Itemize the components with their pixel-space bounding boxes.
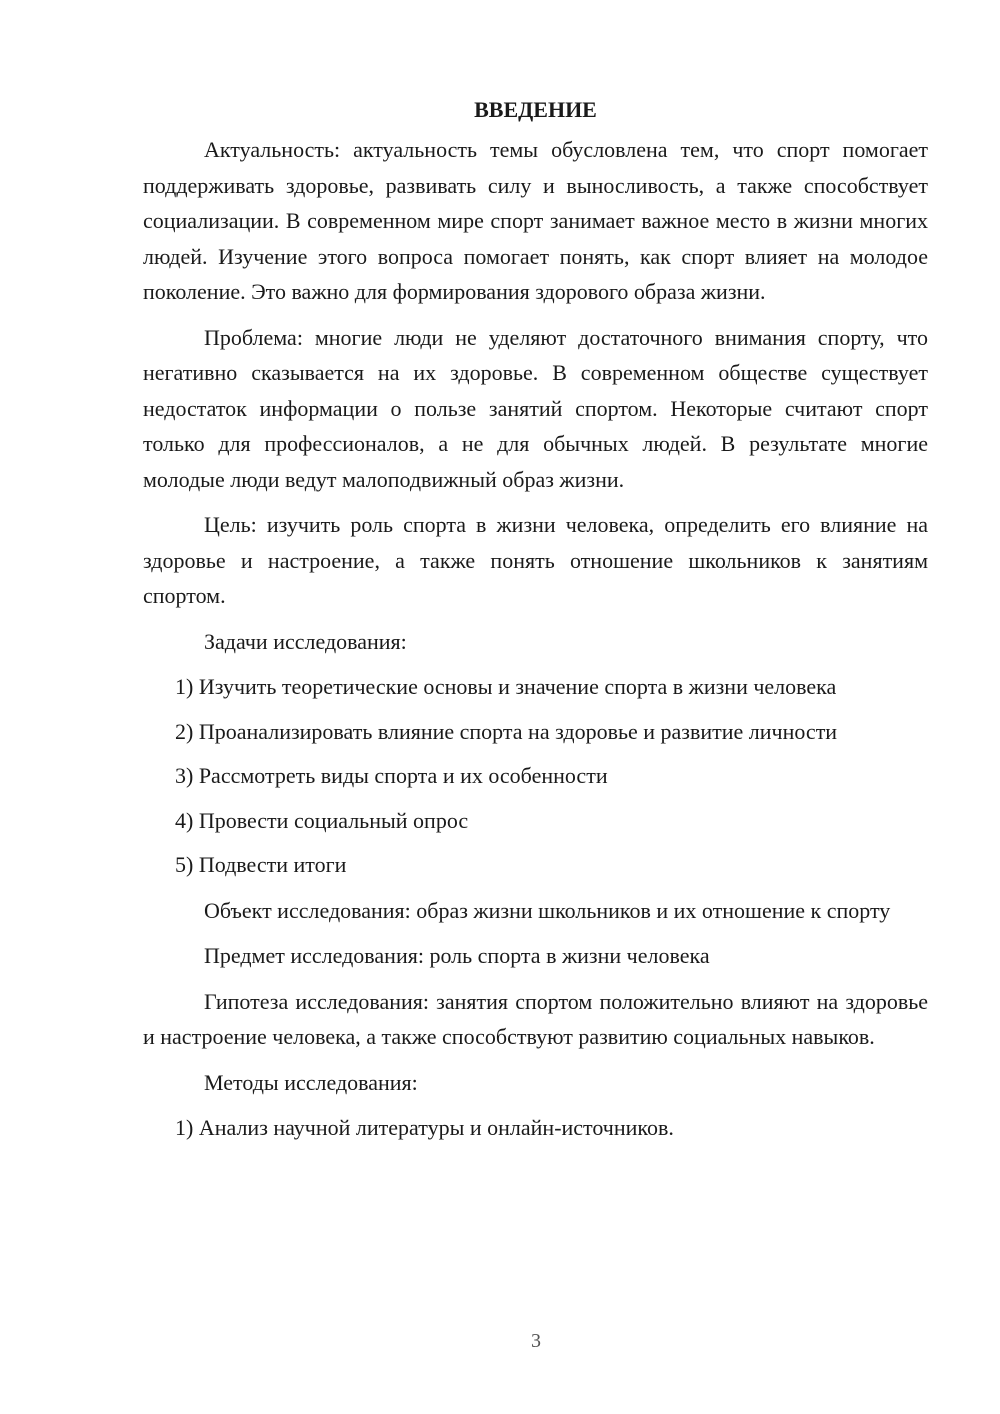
list-item: 4) Провести социальный опрос [175,807,469,833]
methods-heading: Методы исследования: [204,1069,418,1095]
goal-paragraph: Цель: изучить роль спорта в жизни человека, определить его влияние на здоровье и настроение, а также понять отношение школьников к занятиям спортом. [143,512,928,608]
object-paragraph: Объект исследования: образ жизни школьников и их отношение к спорту [204,897,891,923]
list-item: 1) Изучить теоретические основы и значение спорта в жизни человека [175,674,837,699]
relevance-paragraph: Актуальность: актуальность темы обусловлена тем, что спорт помогает поддерживать здоровье, развивать силу и выносливость, а также способствует социализации. В современном мире спорт занимает важное место в жизни многих людей. Изучение этого вопроса помогает понять, как спорт влияет на молодое поколение. Это важно для формирования здорового образа жизни. [143,137,928,304]
list-item: 3) Рассмотреть виды спорта и их особенности [175,763,608,788]
tasks-heading: Задачи исследования: [204,628,407,654]
list-item: 5) Подвести итоги [175,852,347,877]
hypothesis-paragraph: Гипотеза исследования: занятия спортом положительно влияют на здоровье и настроение человека, а также способствуют развитию социальных навыков. [143,988,928,1049]
list-item: 2) Проанализировать влияние спорта на здоровье и развитие личности [175,718,838,744]
methods-list [143,1110,928,1146]
tasks-list [143,669,928,883]
page-number: 3 [531,1330,541,1352]
section-title: ВВЕДЕНИЕ [474,97,597,122]
subject-paragraph: Предмет исследования: роль спорта в жизни человека [204,943,710,968]
problem-paragraph: Проблема: многие люди не уделяют достаточного внимания спорту, что негативно сказывается на их здоровье. В современном обществе существует недостаток информации о пользе занятий спортом. Некоторые считают спорт только для профессионалов, а не для обычных людей. В результате многие молодые люди ведут малоподвижный образ жизни. [143,324,928,492]
list-item: 1) Анализ научной литературы и онлайн-источников. [175,1115,674,1140]
page-content [143,92,928,1156]
